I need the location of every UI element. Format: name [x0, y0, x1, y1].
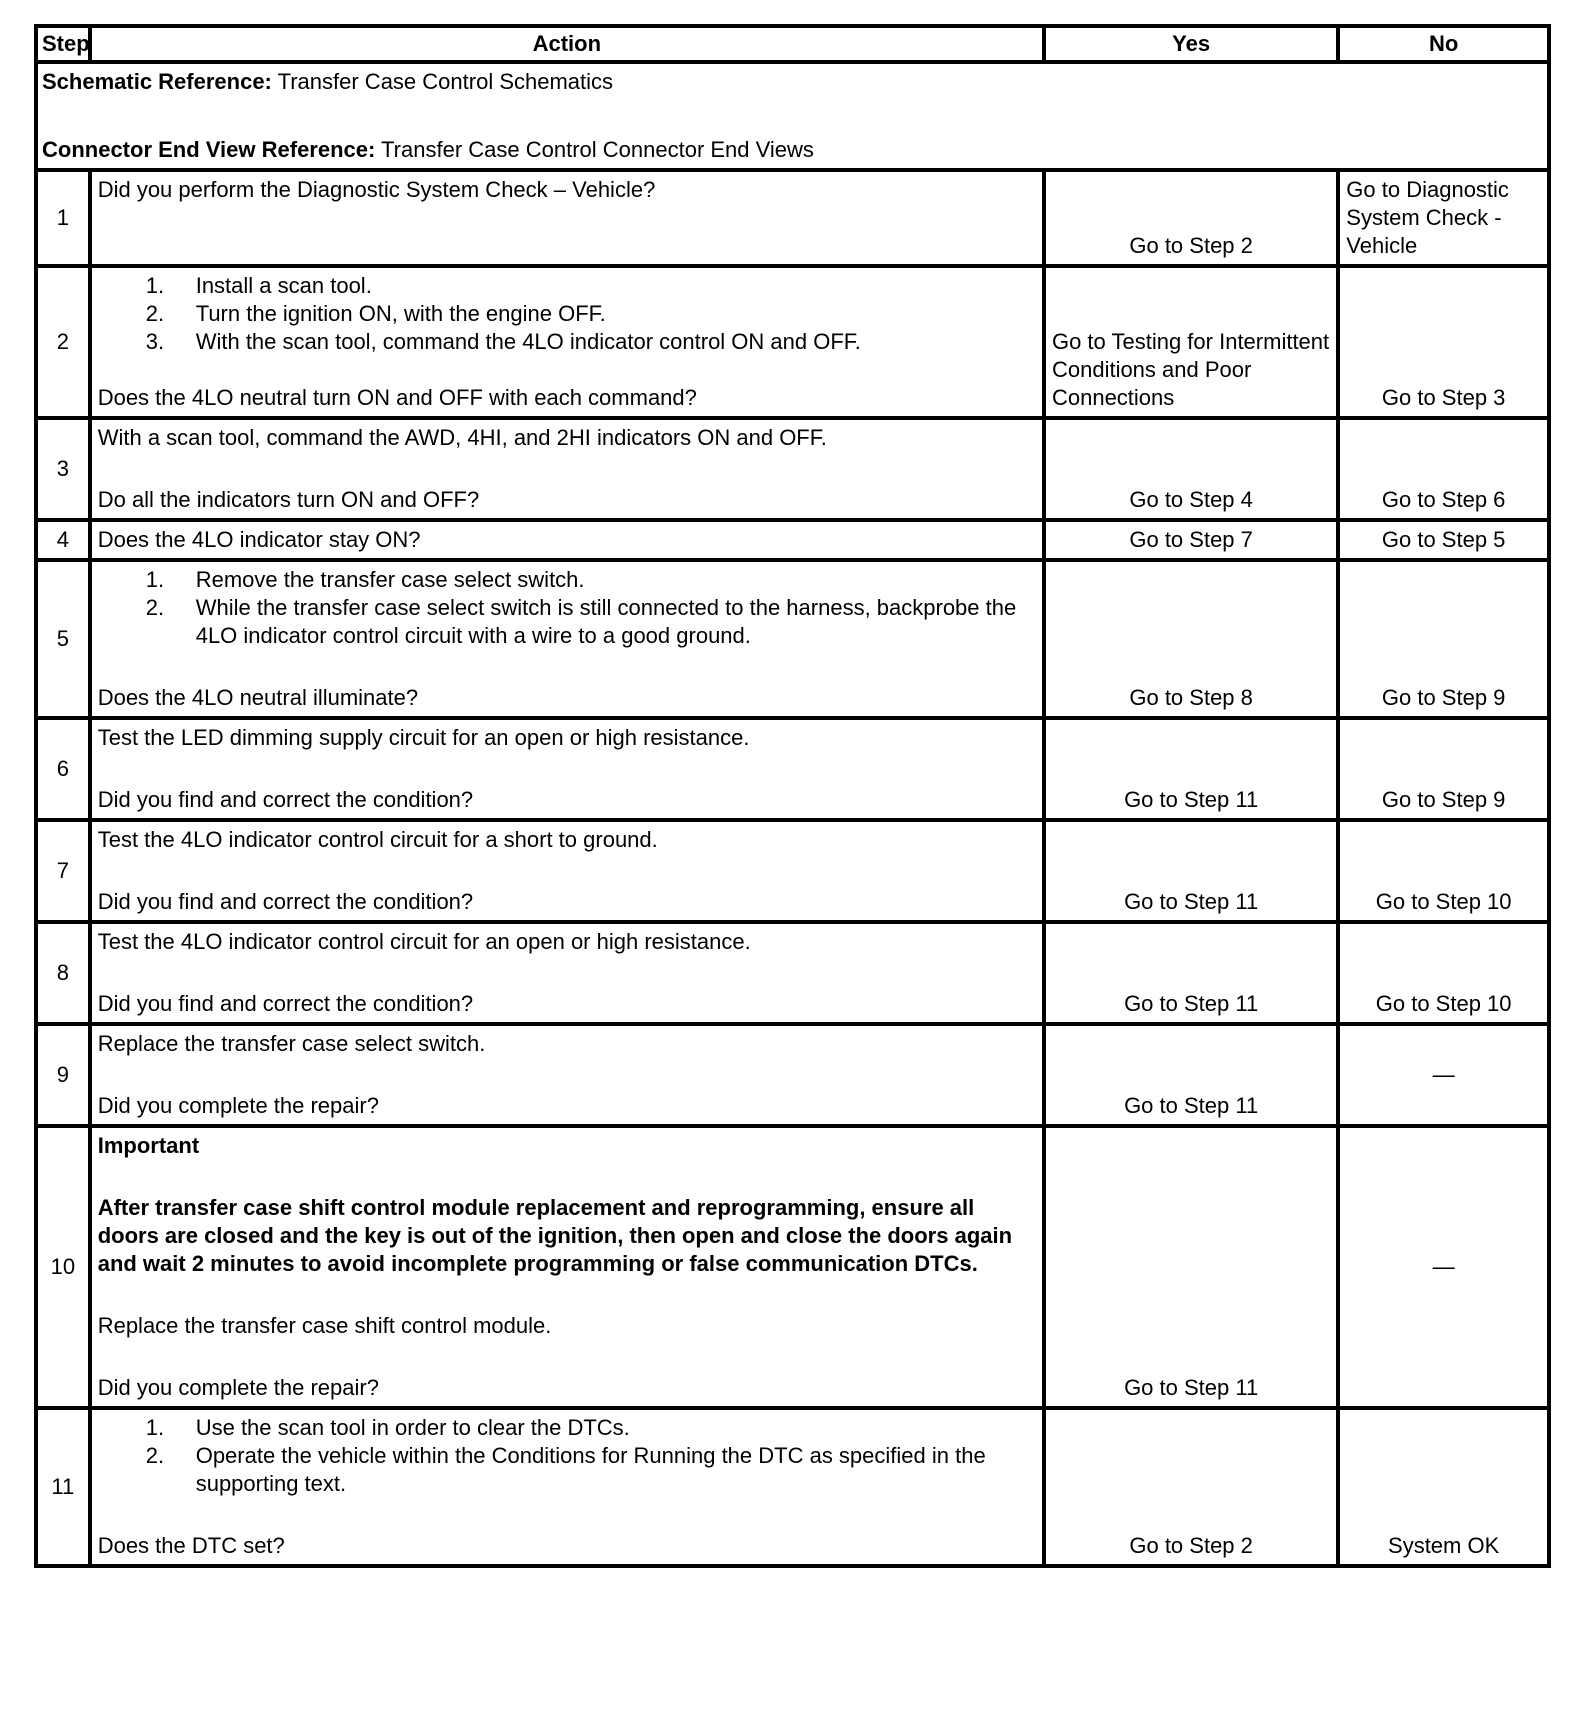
action-question: Does the DTC set? — [97, 1533, 285, 1558]
action-cell — [90, 560, 1044, 718]
step-row-8 — [36, 922, 1549, 1024]
schematic-reference — [42, 68, 1543, 96]
step-row-5 — [36, 560, 1549, 718]
no-cell: Go to Step 9 — [1338, 718, 1549, 820]
step-row-7 — [36, 820, 1549, 922]
step-row-6 — [36, 718, 1549, 820]
action-instruction: Replace the transfer case shift control module. — [97, 1313, 552, 1338]
action-cell — [90, 922, 1044, 1024]
action-question: Did you perform the Diagnostic System Check – Vehicle? — [97, 177, 656, 202]
no-cell: Go to Step 9 — [1338, 560, 1549, 718]
action-cell — [90, 1408, 1044, 1566]
header-action: Action — [90, 26, 1044, 62]
no-cell: System OK — [1338, 1408, 1549, 1566]
action-instruction: With a scan tool, command the AWD, 4HI, and 2HI indicators ON and OFF. — [97, 425, 827, 450]
action-instruction: Test the LED dimming supply circuit for an open or high resistance. — [97, 725, 750, 750]
no-cell: — — [1338, 1024, 1549, 1126]
yes-cell: Go to Step 11 — [1044, 718, 1338, 820]
action-cell — [90, 170, 1044, 266]
action-instruction: Test the 4LO indicator control circuit for a short to ground. — [97, 827, 658, 852]
yes-cell: Go to Step 11 — [1044, 1126, 1338, 1408]
no-cell: Go to Diagnostic System Check - Vehicle — [1338, 170, 1549, 266]
step-row-9 — [36, 1024, 1549, 1126]
yes-cell: Go to Testing for Intermittent Conditions and Poor Connections — [1044, 266, 1338, 418]
step-row-10 — [36, 1126, 1549, 1408]
step-number: 4 — [36, 520, 90, 560]
action-question: Do all the indicators turn ON and OFF? — [97, 487, 480, 512]
diagnostic-table — [34, 24, 1551, 1568]
step-row-11 — [36, 1408, 1549, 1566]
step-row-3 — [36, 418, 1549, 520]
action-cell — [90, 520, 1044, 560]
no-cell: Go to Step 3 — [1338, 266, 1549, 418]
yes-cell: Go to Step 2 — [1044, 170, 1338, 266]
step-number: 7 — [36, 820, 90, 922]
action-question: Does the 4LO neutral illuminate? — [97, 685, 419, 710]
header-yes: Yes — [1044, 26, 1338, 62]
action-question: Did you complete the repair? — [97, 1375, 379, 1400]
reference-row — [36, 62, 1549, 170]
header-no: No — [1338, 26, 1549, 62]
step-number: 1 — [36, 170, 90, 266]
step-number: 10 — [36, 1126, 90, 1408]
action-cell — [90, 1024, 1044, 1126]
action-steps-list — [98, 566, 1036, 650]
connector-reference-label: Connector End View Reference: — [42, 137, 376, 162]
action-instruction: Test the 4LO indicator control circuit for an open or high resistance. — [97, 929, 751, 954]
action-question: Did you find and correct the condition? — [97, 787, 474, 812]
yes-cell: Go to Step 2 — [1044, 1408, 1338, 1566]
action-step-item: 2. Operate the vehicle within the Conditions for Running the DTC as specified in the supporting text. — [145, 1443, 986, 1496]
action-step-item: 1. Install a scan tool. — [145, 273, 372, 298]
action-steps-list — [98, 272, 1036, 356]
action-step-item: 1. Use the scan tool in order to clear the DTCs. — [145, 1415, 630, 1440]
step-number: 6 — [36, 718, 90, 820]
step-number: 3 — [36, 418, 90, 520]
action-question: Did you find and correct the condition? — [97, 889, 474, 914]
important-label: Important — [97, 1133, 200, 1158]
no-cell: Go to Step 10 — [1338, 820, 1549, 922]
no-cell: Go to Step 6 — [1338, 418, 1549, 520]
action-step-item: 3. With the scan tool, command the 4LO indicator control ON and OFF. — [145, 329, 861, 354]
schematic-reference-label: Schematic Reference: — [42, 69, 272, 94]
action-steps-list — [98, 1414, 1036, 1498]
step-number: 5 — [36, 560, 90, 718]
step-number: 2 — [36, 266, 90, 418]
schematic-reference-value: Transfer Case Control Schematics — [271, 69, 614, 94]
yes-cell: Go to Step 7 — [1044, 520, 1338, 560]
no-cell: — — [1338, 1126, 1549, 1408]
reference-cell — [36, 62, 1549, 170]
no-cell: Go to Step 10 — [1338, 922, 1549, 1024]
step-row-1 — [36, 170, 1549, 266]
step-row-2 — [36, 266, 1549, 418]
action-instruction: Replace the transfer case select switch. — [97, 1031, 486, 1056]
step-number: 9 — [36, 1024, 90, 1126]
important-note: After transfer case shift control module replacement and reprogramming, ensure all doors are closed and the key is out of the ignition, then open and close the doors again and wait 2 minutes to avoid incomplete programming or false communication DTCs. — [97, 1195, 1013, 1276]
yes-cell: Go to Step 11 — [1044, 1024, 1338, 1126]
action-cell — [90, 820, 1044, 922]
action-step-item: 1. Remove the transfer case select switch. — [145, 567, 585, 592]
yes-cell: Go to Step 4 — [1044, 418, 1338, 520]
action-question: Did you complete the repair? — [97, 1093, 379, 1118]
connector-reference-value: Transfer Case Control Connector End Views — [375, 137, 814, 162]
yes-cell: Go to Step 11 — [1044, 820, 1338, 922]
action-cell — [90, 266, 1044, 418]
action-cell — [90, 1126, 1044, 1408]
action-cell — [90, 718, 1044, 820]
action-question: Did you find and correct the condition? — [97, 991, 474, 1016]
step-number: 8 — [36, 922, 90, 1024]
action-step-item: 2. Turn the ignition ON, with the engine OFF. — [145, 301, 606, 326]
action-question: Does the 4LO neutral turn ON and OFF with each command? — [97, 385, 697, 410]
step-row-4 — [36, 520, 1549, 560]
header-row — [36, 26, 1549, 62]
action-step-item: 2. While the transfer case select switch is still connected to the harness, backprobe the 4LO indicator control circuit with a wire to a good ground. — [145, 595, 1017, 648]
step-number: 11 — [36, 1408, 90, 1566]
no-cell: Go to Step 5 — [1338, 520, 1549, 560]
connector-reference — [42, 136, 1543, 164]
yes-cell: Go to Step 8 — [1044, 560, 1338, 718]
header-step: Step — [36, 26, 90, 62]
yes-cell: Go to Step 11 — [1044, 922, 1338, 1024]
action-question: Does the 4LO indicator stay ON? — [97, 527, 421, 552]
action-cell — [90, 418, 1044, 520]
